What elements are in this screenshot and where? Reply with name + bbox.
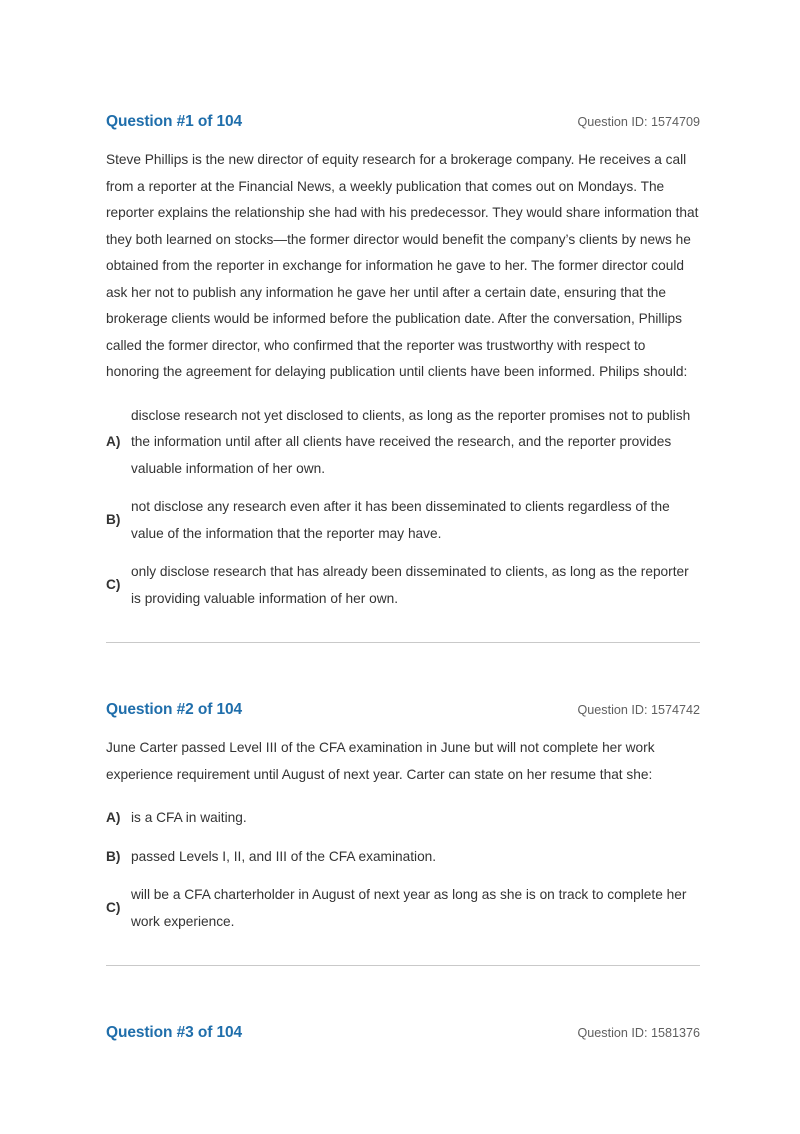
answer-label-1c: C): [106, 577, 121, 593]
answer-choice-2a[interactable]: [106, 801, 700, 836]
answer-choices-2: [106, 801, 700, 939]
spacer: [106, 966, 700, 1023]
question-title-3: Question #3 of 104: [106, 1024, 243, 1041]
question-header-3: [106, 1023, 700, 1043]
answer-text-1a: disclose research not yet disclosed to clients, as long as the reporter promises not to publish the information until after all clients have received the research, and the reporter provides valuable information of her own.: [131, 407, 691, 476]
answer-choice-2b[interactable]: [106, 840, 700, 875]
answer-text-1b: not disclose any research even after it has been disseminated to clients regardless of the value of the information that the reporter may have.: [131, 499, 670, 541]
answer-text-2b: passed Levels I, II, and III of the CFA examination.: [131, 848, 437, 864]
question-block-3: [106, 1023, 700, 1043]
question-title-2: Question #2 of 104: [106, 701, 243, 718]
spacer: [106, 643, 700, 700]
question-stem-2: June Carter passed Level III of the CFA examination in June but will not complete her work experience requirement until August of next year. Carter can state on her resume that she:: [106, 740, 655, 782]
question-block-1: [106, 112, 700, 616]
answer-text-2c: will be a CFA charterholder in August of next year as long as she is on track to complete her work experience.: [131, 887, 687, 929]
answer-choice-2c[interactable]: [106, 878, 700, 939]
question-stem-1: Steve Phillips is the new director of equity research for a brokerage company. He receives a call from a reporter at the Financial News, a weekly publication that comes out on Mondays. The reporter explains the relationship she had with his predecessor. They would share information that they both learned on stocks—the former director would benefit the company’s clients by news he obtained from the reporter in exchange for information he gave to her. The former director could ask her not to publish any information he gave her until after a certain date, ensuring that the brokerage clients would be informed before the publication date. After the conversation, Phillips called the former director, who confirmed that the reporter was trustworthy with respect to honoring the agreement for delaying publication until clients have been informed. Philips should:: [106, 152, 699, 379]
answer-choice-1b[interactable]: [106, 490, 700, 551]
answer-choice-1a[interactable]: [106, 399, 700, 487]
question-id-2: Question ID: 1574742: [577, 703, 700, 717]
question-block-2: [106, 700, 700, 939]
spacer: [106, 943, 700, 965]
question-header-2: [106, 700, 700, 720]
answer-label-1b: B): [106, 512, 121, 528]
spacer: [106, 620, 700, 642]
answer-label-2c: C): [106, 900, 121, 916]
question-list: [106, 112, 700, 1043]
answer-choice-1c[interactable]: [106, 555, 700, 616]
question-id-3: Question ID: 1581376: [577, 1026, 700, 1040]
question-header-1: [106, 112, 700, 132]
question-title-1: Question #1 of 104: [106, 113, 243, 130]
answer-label-2b: B): [106, 848, 121, 864]
answer-choices-1: [106, 399, 700, 617]
answer-label-1a: A): [106, 434, 121, 449]
question-id-1: Question ID: 1574709: [577, 115, 700, 129]
answer-text-1c: only disclose research that has already been disseminated to clients, as long as the reporter is providing valuable information of her own.: [131, 564, 689, 606]
answer-text-2a: is a CFA in waiting.: [131, 810, 247, 825]
answer-label-2a: A): [106, 810, 121, 825]
